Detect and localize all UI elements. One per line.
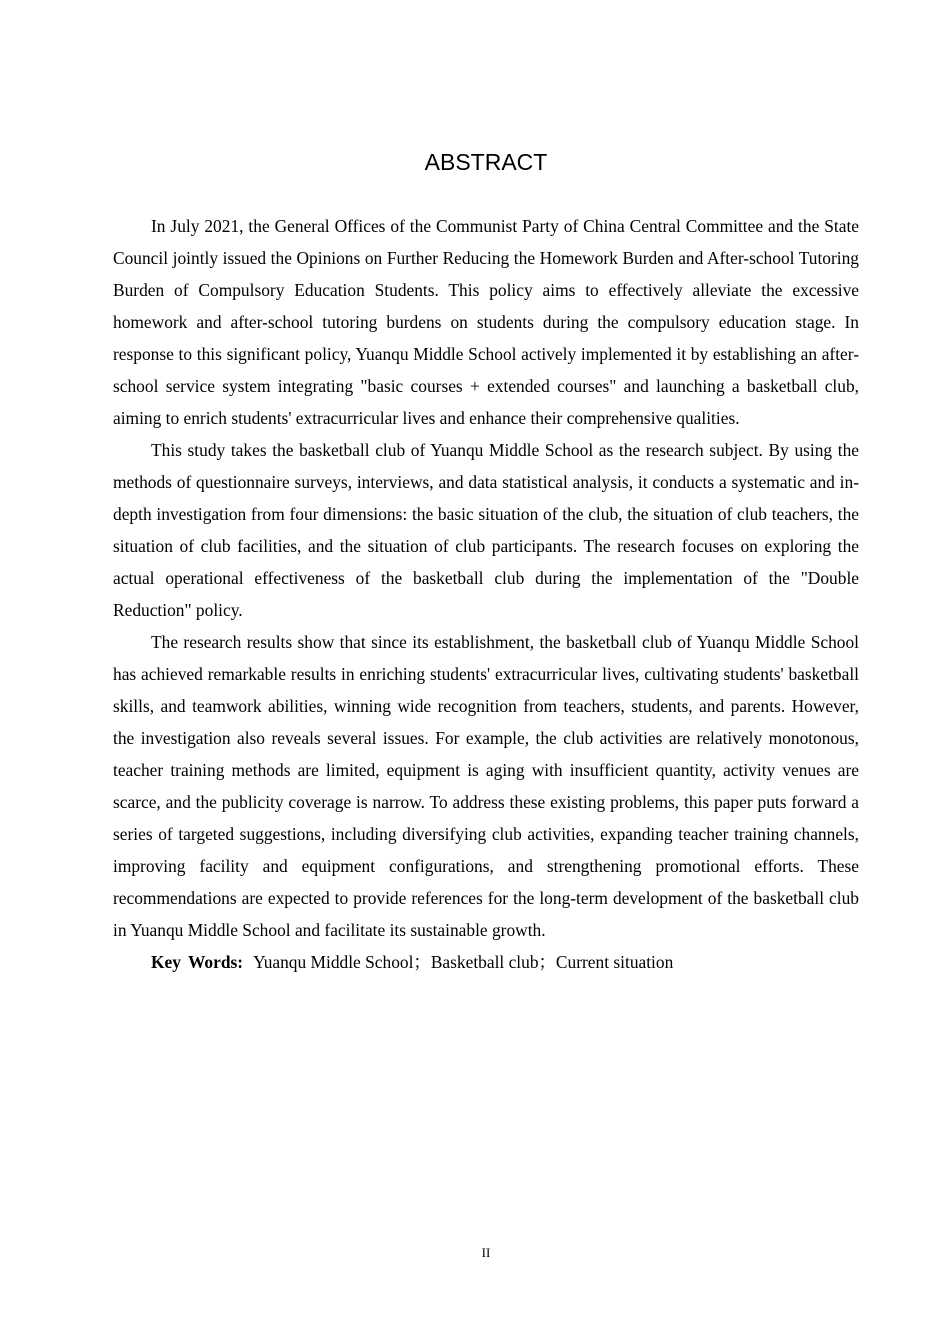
page-number: II [481, 1245, 491, 1260]
keywords-line [113, 946, 859, 978]
abstract-paragraph-2: This study takes the basketball club of Yuanqu Middle School as the research subject. By using the methods of questionnaire surveys, interviews, and data statistical analysis, it conducts a systematic and in-depth investigation from four dimensions: the basic situation of the club, the situation of club teachers, the situation of club facilities, and the situation of club participants. The research focuses on exploring the actual operational effectiveness of the basketball club during the implementation of the "Double Reduction" policy. [113, 440, 859, 620]
abstract-body [113, 210, 859, 978]
abstract-title: ABSTRACT [424, 149, 548, 175]
abstract-paragraph-3: The research results show that since its establishment, the basketball club of Yuanqu Middle School has achieved remarkable results in enriching students' extracurricular lives, cultivating students' basketball skills, and teamwork abilities, winning wide recognition from teachers, students, and parents. However, the investigation also reveals several issues. For example, the club activities are relatively monotonous, teacher training methods are limited, equipment is aging with insufficient quantity, activity venues are scarce, and the publicity coverage is narrow. To address these existing problems, this paper puts forward a series of targeted suggestions, including diversifying club activities, expanding teacher training channels, improving facility and equipment configurations, and strengthening promotional efforts. These recommendations are expected to provide references for the long-term development of the basketball club in Yuanqu Middle School and facilitate its sustainable growth. [113, 632, 859, 940]
abstract-paragraph-1: In July 2021, the General Offices of the Communist Party of China Central Committee and the State Council jointly issued the Opinions on Further Reducing the Homework Burden and After-school Tutoring Burden of Compulsory Education Students. This policy aims to effectively alleviate the excessive homework and after-school tutoring burdens on students during the compulsory education stage. In response to this significant policy, Yuanqu Middle School actively implemented it by establishing an after-school service system integrating "basic courses + extended courses" and launching a basketball club, aiming to enrich students' extracurricular lives and enhance their comprehensive qualities. [113, 216, 859, 428]
keywords-label: Key Words: [151, 952, 244, 972]
keywords-text: Yuanqu Middle School；Basketball club；Current situation [253, 952, 674, 972]
